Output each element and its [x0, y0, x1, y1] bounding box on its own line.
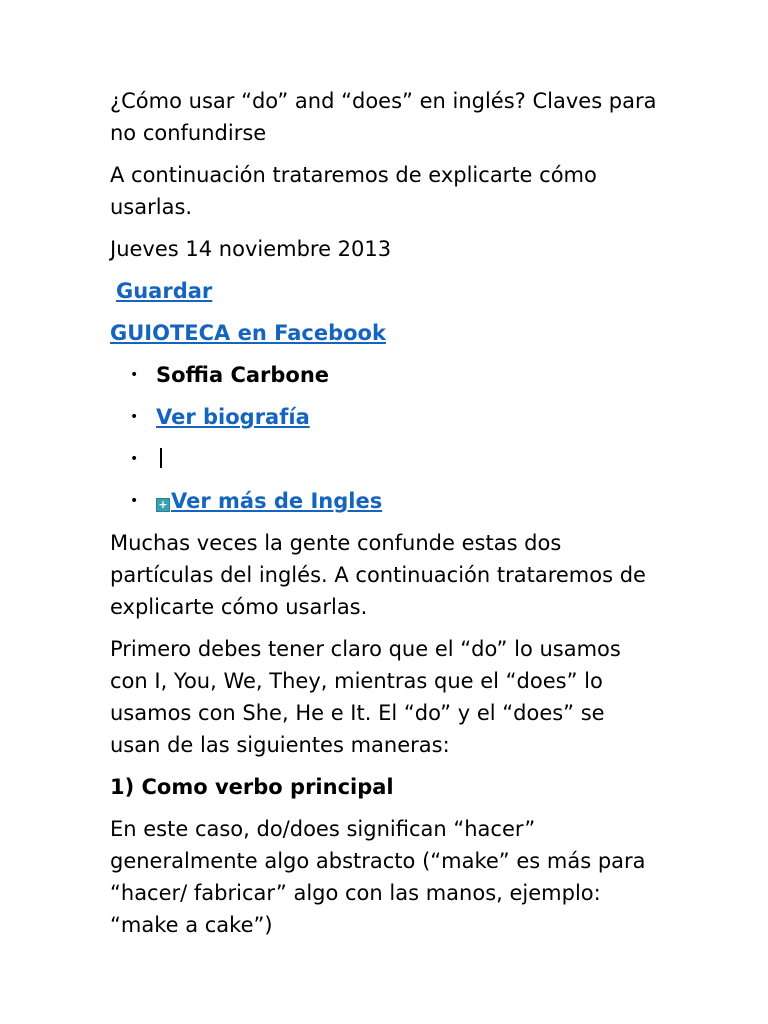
- save-link[interactable]: Guardar: [116, 279, 213, 303]
- article-title: ¿Cómo usar “do” and “does” en inglés? Claves para no confundirse: [110, 89, 657, 145]
- article-subtitle: A continuación trataremos de explicarte cómo usarlas.: [110, 163, 597, 219]
- separator-item: [110, 443, 658, 475]
- author-meta-list: [110, 359, 658, 517]
- body-paragraph: Primero debes tener claro que el “do” lo usamos con I, You, We, They, mientras que el “does” lo usamos con She, He e It. El “do” y el “does” se usan de las siguientes maneras:: [110, 637, 621, 757]
- article-date: Jueves 14 noviembre 2013: [110, 237, 392, 261]
- bio-link[interactable]: Ver biografía: [156, 405, 310, 429]
- more-item: [110, 485, 658, 517]
- author-name: Soffia Carbone: [156, 363, 330, 387]
- plus-icon[interactable]: +: [156, 498, 170, 512]
- save-row: [110, 275, 658, 307]
- author-item: [110, 359, 658, 391]
- bio-item: [110, 401, 658, 433]
- body-paragraph: En este caso, do/does significan “hacer” generalmente algo abstracto (“make” es más para “hacer/ fabricar” algo con las manos, ejemplo: “make a cake”): [110, 817, 646, 937]
- facebook-row: [110, 317, 658, 349]
- more-link[interactable]: Ver más de Ingles: [171, 489, 383, 513]
- section-heading: 1) Como verbo principal: [110, 775, 394, 799]
- facebook-link[interactable]: GUIOTECA en Facebook: [110, 321, 386, 345]
- body-paragraph: Muchas veces la gente confunde estas dos partículas del inglés. A continuación trataremos de explicarte cómo usarlas.: [110, 531, 646, 619]
- separator-bar: [160, 448, 162, 468]
